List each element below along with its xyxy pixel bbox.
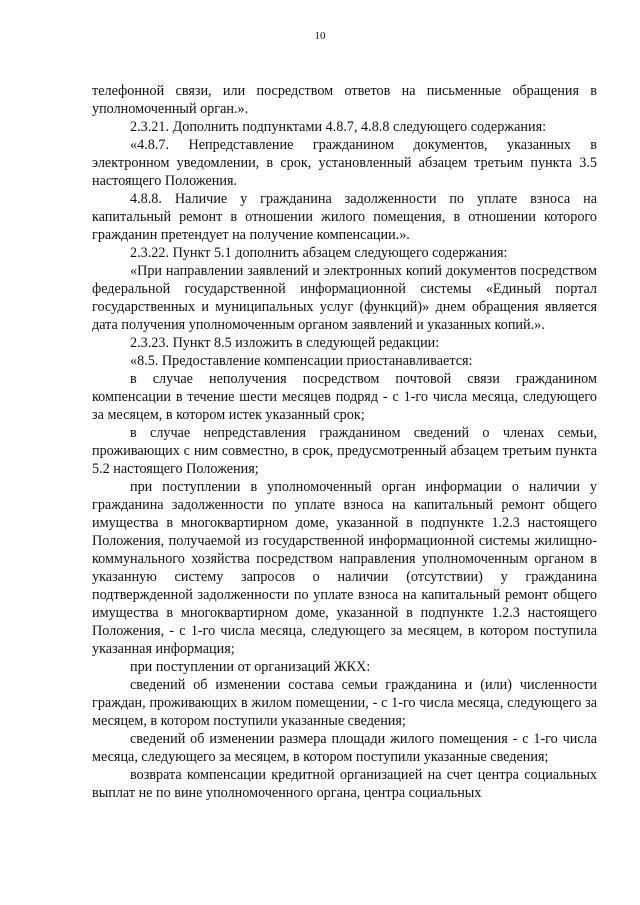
paragraph: возврата компенсации кредитной организацией на счет центра социальных выплат не по вине уполномоченного органа, центра социальных (92, 767, 597, 801)
paragraph: при поступлении в уполномоченный орган информации о наличии у гражданина задолженности по уплате взноса на капитальный ремонт общего имущества в многоквартирном доме, указанной в подпункте 1.2.3 настоящего Положения, получаемой из государственной информационной системы жилищно-коммунального хозяйства посредством направления уполномоченным органом в указанную систему запросов о наличии (отсутствии) у гражданина подтвержденной задолженности по уплате взноса на капитальный ремонт общего имущества в многоквартирном доме, указанной в подпункте 1.2.3 настоящего Положения, - с 1-го числа месяца, следующего за месяцем, в котором поступила указанная информация; (92, 479, 597, 657)
page-number: 10 (314, 30, 326, 42)
paragraph: 2.3.21. Дополнить подпунктами 4.8.7, 4.8.8 следующего содержания: (130, 119, 547, 135)
paragraph: «При направлении заявлений и электронных копий документов посредством федеральной государственной информационной системы «Единый портал государственных и муниципальных услуг (функций)» днем обращения является дата получения уполномоченным органом заявлений и указанных копий.». (92, 263, 597, 333)
paragraph: 2.3.22. Пункт 5.1 дополнить абзацем следующего содержания: (130, 245, 508, 261)
paragraph: в случае неполучения посредством почтовой связи гражданином компенсации в течение шести месяцев подряд - с 1-го числа месяца, следующего за месяцем, в котором истек указанный срок; (92, 371, 597, 423)
paragraph: сведений об изменении состава семьи гражданина и (или) численности граждан, проживающих в жилом помещении, - с 1-го числа месяца, следующего за месяцем, в котором поступили указанные сведения; (92, 677, 597, 729)
paragraph: «4.8.7. Непредставление гражданином документов, указанных в электронном уведомлении, в срок, установленный абзацем третьим пункта 3.5 настоящего Положения. (92, 137, 597, 189)
paragraph: телефонной связи, или посредством ответов на письменные обращения в уполномоченный орган.». (92, 83, 597, 117)
paragraph: 4.8.8. Наличие у гражданина задолженности по уплате взноса на капитальный ремонт в отношении жилого помещения, в отношении которого гражданин претендует на получение компенсации.». (92, 191, 597, 243)
paragraph: 2.3.23. Пункт 8.5 изложить в следующей редакции: (130, 335, 440, 351)
paragraph: «8.5. Предоставление компенсации приостанавливается: (130, 353, 473, 369)
document-body (92, 82, 597, 802)
paragraph: в случае непредставления гражданином сведений о членах семьи, проживающих с ним совместно, в срок, предусмотренный абзацем третьим пункта 5.2 настоящего Положения; (92, 425, 597, 477)
paragraph: при поступлении от организаций ЖКХ: (130, 659, 371, 675)
paragraph: сведений об изменении размера площади жилого помещения - с 1-го числа месяца, следующего за месяцем, в котором поступили указанные сведения; (92, 731, 597, 765)
